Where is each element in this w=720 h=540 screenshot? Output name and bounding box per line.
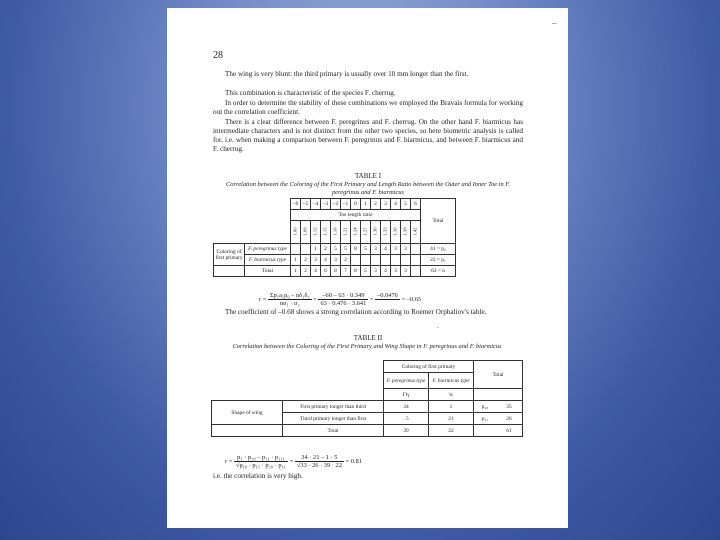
t1-row-total-0: 41 = p₀ — [421, 244, 456, 255]
t1-cell: 5 — [341, 244, 351, 255]
t1-cell: 5 — [361, 266, 371, 277]
t1-ratio-11: 1.39 — [402, 227, 408, 236]
t1-row-group: Coloring of first primary — [214, 244, 245, 266]
t1-cell — [391, 255, 401, 266]
t1-ratio-4: 1.18 — [332, 227, 338, 236]
t1-cell: 3 — [401, 266, 411, 277]
t1-class-11: 5 — [401, 199, 411, 210]
t1-cell: 4 — [321, 255, 331, 266]
paragraph-4: There is a clear difference between F. peregrinus and F. cherrug. On the other hand F. biarmicus has intermediate characters and is not distinct from the other two species, so here biometric analysis is called for, i.e. when making a comparison between F. peregrinus and F. biarmicus, and between F. biarmicus and F. cherrug. — [213, 118, 523, 154]
t2-col1: F. peregrinus type — [384, 373, 429, 389]
t2-cell: 21 — [429, 413, 474, 425]
t1-cell: 7 — [341, 266, 351, 277]
t2-sub2: ls — [429, 389, 474, 401]
t1-cell: 3 — [391, 244, 401, 255]
t1-class-2: –4 — [311, 199, 321, 210]
f1-den1: nσ₁ · σ₂ — [279, 300, 300, 307]
t1-cell: 4 — [381, 244, 391, 255]
t1-cell: 3 — [371, 244, 381, 255]
t1-cell — [411, 244, 421, 255]
f1-eq: = — [313, 295, 317, 303]
t2-cell: 22 — [429, 425, 474, 437]
t1-cell: 1 — [291, 255, 301, 266]
t1-cell: 3 — [401, 244, 411, 255]
table2 — [211, 360, 523, 437]
f2-num2: 34 · 21 – 1 · 5 — [295, 454, 344, 462]
t1-row-total-2: 63 = n — [421, 266, 456, 277]
table1-caption: Correlation between the Coloring of the First Primary and Length Ratio between the Outer and Inner Toe in F. peregrinus and F. biarmicus — [226, 181, 510, 196]
t1-class-12: 6 — [411, 199, 421, 210]
table2-caption: Correlation between the Coloring of the First Primary and Wing Shape in F. peregrinus and F. biarmicus — [232, 343, 502, 350]
t2-sub1: Γlγ — [384, 389, 429, 401]
t2-row-total-2: 61 — [496, 425, 523, 437]
t1-ratio-0: 1.06 — [292, 227, 298, 236]
t1-class-0: –6 — [291, 199, 301, 210]
f1-num2: –60 – 63 · 0.349 — [318, 292, 368, 300]
t1-cell: 4 — [311, 266, 321, 277]
document-page — [167, 8, 568, 528]
t2-cell: 39 — [384, 425, 429, 437]
t1-cell: 4 — [381, 266, 391, 277]
t1-class-3: –3 — [321, 199, 331, 210]
formula-1 — [259, 292, 421, 307]
f2-den2: √33 · 26 · 39 · 22 — [296, 462, 342, 469]
t1-class-5: –1 — [341, 199, 351, 210]
t1-ratio-6: 1.24 — [352, 227, 358, 236]
f2-lhs: r = — [225, 457, 233, 465]
t1-cell — [381, 255, 391, 266]
t1-row-label-2: Total — [245, 266, 291, 277]
t1-class-8: 2 — [371, 199, 381, 210]
t1-ratio-9: 1.33 — [382, 227, 388, 236]
t1-cell: 2 — [321, 244, 331, 255]
t1-ratio-5: 1.21 — [342, 227, 348, 236]
t1-ratio-3: 1.15 — [322, 227, 328, 236]
t1-cell: 1 — [311, 244, 321, 255]
f2-eq: = — [289, 457, 294, 465]
t1-total-header: Total — [421, 199, 456, 244]
t1-ratio-label: Toe length ratio — [291, 210, 421, 221]
t1-cell — [291, 244, 301, 255]
t1-ratio-7: 1.27 — [362, 227, 368, 236]
t2-cell: . 5 — [384, 413, 429, 425]
f1-eq2: = — [369, 295, 374, 303]
t1-cell: 1 — [291, 266, 301, 277]
f1-lhs: r = — [259, 295, 267, 303]
t1-cell: 6 — [321, 266, 331, 277]
t2-row-total-0: 35 — [496, 401, 523, 413]
t2-sym: p₁₀ — [474, 401, 497, 413]
f1-num3: –0.0476 — [377, 292, 398, 299]
table2-heading: TABLE II — [353, 334, 383, 342]
paragraph-after-table1: The coefficient of –0.68 shows a strong correlation according to Roemer Orphaliov's table. — [225, 308, 487, 316]
f1-den2: 63 · 0.476 · 3.641 — [320, 300, 367, 307]
t1-cell: 2 — [301, 255, 311, 266]
t1-cell: 5 — [331, 244, 341, 255]
f2-result: = 0.81 — [345, 457, 362, 465]
t1-cell: 3 — [331, 255, 341, 266]
t2-row-group: Shape of wing — [212, 401, 283, 425]
t2-row-label-2: Total — [283, 425, 384, 437]
t2-row-total-1: 26 — [496, 413, 523, 425]
t1-cell — [371, 255, 381, 266]
paragraph-2: This combination is characteristic of the species F. cherrug. — [225, 89, 396, 97]
t1-class-7: 1 — [361, 199, 371, 210]
f2-den1: √p₁₀ · p₁₁ · p₂₀ · p₁₁ — [235, 462, 287, 469]
t1-cell — [361, 255, 371, 266]
t1-class-10: 4 — [391, 199, 401, 210]
t1-cell: 8 — [351, 266, 361, 277]
t1-cell: 3 — [311, 255, 321, 266]
t1-ratio-2: 1.12 — [312, 227, 318, 236]
t1-cell: 2 — [341, 255, 351, 266]
t1-ratio-8: 1.30 — [372, 227, 378, 236]
t1-row-label-0: F. peregrinus type — [245, 244, 291, 255]
f1-num1: Σp₁a₁p₀ – nδ₁δ₂ — [269, 292, 310, 299]
t1-cell: 8 — [351, 244, 361, 255]
t1-cell — [411, 266, 421, 277]
t1-cell: 2 — [301, 266, 311, 277]
t2-cell: 1 — [429, 401, 474, 413]
f1-result: = –0.65 — [401, 295, 422, 303]
t1-cell — [351, 255, 361, 266]
t1-ratio-1: 1.09 — [302, 227, 308, 236]
table1-heading: TABLE I — [354, 172, 382, 180]
t2-sym: p₁₁ — [474, 413, 497, 425]
t2-total-header: Total — [474, 361, 523, 389]
t1-ratio-12: 1.42 — [412, 227, 418, 236]
t2-col-group: Coloring of first primary — [384, 361, 474, 373]
f2-num1: p₁ · p₂₀ – p₁₁ · p₁₁₁ — [234, 454, 288, 462]
t1-class-1: –5 — [301, 199, 311, 210]
t1-class-6: 0 — [351, 199, 361, 210]
t1-cell — [401, 255, 411, 266]
t1-row-total-1: 22 = p₁ — [421, 255, 456, 266]
t2-cell: 34 — [384, 401, 429, 413]
t1-cell: 5 — [361, 244, 371, 255]
t1-cell: 3 — [371, 266, 381, 277]
page-number: 28 — [213, 50, 223, 61]
paragraph-1: The wing is very blunt: the third primary is usually over 10 mm longer than the first. — [225, 70, 469, 78]
closing-line: i.e. the correlation is very high. — [213, 472, 303, 480]
t1-cell — [411, 255, 421, 266]
stray-dot: . — [437, 322, 439, 330]
t1-class-9: 3 — [381, 199, 391, 210]
paragraph-3: In order to determine the stability of these combinations we employed the Bravais formula for working out the correlation coefficient. — [213, 99, 523, 117]
t1-ratio-10: 1.36 — [392, 227, 398, 236]
t1-row-label-1: F. biarmicus type — [245, 255, 291, 266]
t1-cell: 3 — [391, 266, 401, 277]
corner-mark: – — [552, 18, 557, 28]
table1 — [213, 198, 456, 277]
t2-col2: F. biarmicus type — [429, 373, 474, 389]
formula-2 — [225, 454, 362, 469]
t1-cell: 8 — [331, 266, 341, 277]
t1-class-4: –2 — [331, 199, 341, 210]
t2-row-label-0: First primary longer than third — [283, 401, 384, 413]
t2-row-label-1: Third primary longer than first — [283, 413, 384, 425]
t1-cell — [301, 244, 311, 255]
